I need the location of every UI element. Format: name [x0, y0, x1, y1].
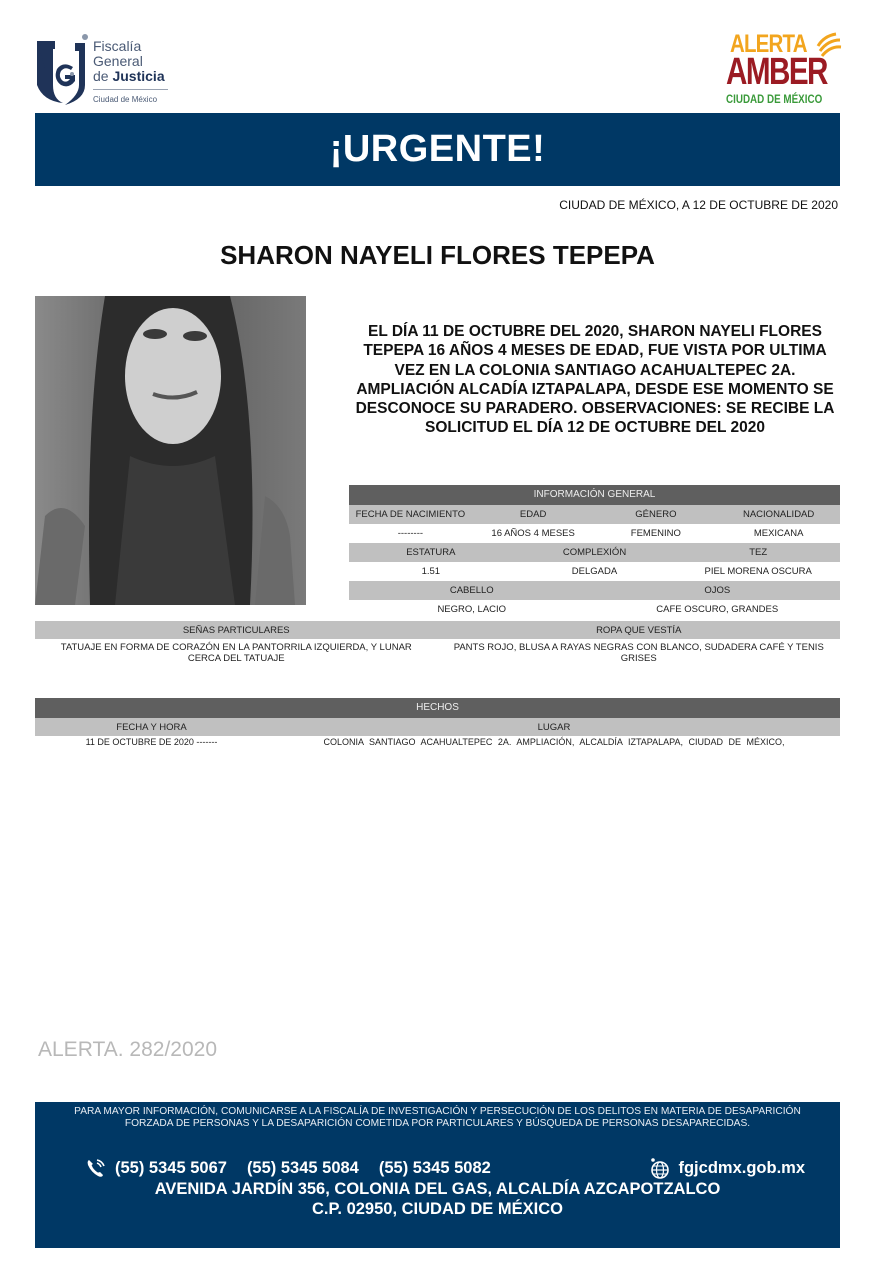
- senas-ropa-headers: [35, 621, 840, 639]
- senas-ropa-values: [35, 639, 840, 664]
- website-link[interactable]: fgjcdmx.gob.mx: [678, 1158, 805, 1177]
- header-complexion: COMPLEXIÓN: [562, 547, 627, 558]
- info-row2-values: [349, 562, 840, 581]
- address-line2: C.P. 02950, CIUDAD DE MÉXICO: [312, 1200, 563, 1218]
- hechos-values: [35, 736, 840, 748]
- amber-logo-amber: AMBER: [726, 51, 827, 93]
- header-fecha-hora: FECHA Y HORA: [116, 721, 187, 733]
- value-nacionalidad: MEXICANA: [753, 528, 804, 539]
- fgj-emblem-icon: [35, 33, 91, 107]
- fgj-line2: General: [93, 53, 143, 69]
- header-cabello: CABELLO: [449, 585, 494, 596]
- phone-number-2[interactable]: (55) 5345 5084: [246, 1158, 359, 1177]
- value-lugar: COLONIA SANTIAGO ACAHUALTEPEC 2A. AMPLIACIÓN, ALCALDÍA IZTAPALAPA, CIUDAD DE MÉXICO,: [323, 737, 785, 747]
- value-fecha-nacimiento: --------: [397, 528, 424, 539]
- value-genero: FEMENINO: [630, 528, 681, 539]
- info-general-title: INFORMACIÓN GENERAL: [349, 485, 840, 505]
- footer-info: [35, 1106, 840, 1130]
- footer-contacts: [85, 1157, 805, 1179]
- fgj-line3-prefix: de: [93, 68, 113, 84]
- alerta-amber-logo: [722, 28, 842, 110]
- phone-number-3[interactable]: (55) 5345 5082: [378, 1158, 491, 1177]
- footer-info-line2: FORZADA DE PERSONAS Y LA DESAPARICIÓN COMETIDA POR PARTICULARES Y BÚSQUEDA DE PERSONAS DESAPARECIDAS.: [124, 1118, 751, 1129]
- footer-info-line1: PARA MAYOR INFORMACIÓN, COMUNICARSE A LA FISCALÍA DE INVESTIGACIÓN Y PERSECUCIÓN DE LOS DELITOS EN MATERIA DE DESAPARICIÓN: [74, 1106, 801, 1117]
- header-senas-particulares: SEÑAS PARTICULARES: [182, 624, 290, 636]
- amber-logo-city: CIUDAD DE MÉXICO: [726, 92, 823, 106]
- value-cabello: NEGRO, LACIO: [437, 604, 507, 615]
- value-fecha-hora: 11 DE OCTUBRE DE 2020 -------: [85, 737, 218, 747]
- value-complexion: DELGADA: [571, 566, 618, 577]
- value-ropa-que-vestia: PANTS ROJO, BLUSA A RAYAS NEGRAS CON BLANCO, SUDADERA CAFÉ Y TENIS GRISES: [453, 642, 824, 664]
- header-lugar: LUGAR: [537, 721, 571, 733]
- hechos-headers: [35, 718, 840, 736]
- address-line1: AVENIDA JARDÍN 356, COLONIA DEL GAS, ALCALDÍA AZCAPOTZALCO: [154, 1180, 721, 1198]
- value-estatura: 1.51: [421, 566, 441, 577]
- header-estatura: ESTATURA: [406, 547, 456, 558]
- fgj-line3-bold: Justicia: [112, 68, 165, 84]
- info-general-table: [349, 485, 840, 619]
- fgj-subtitle: Ciudad de México: [93, 95, 158, 104]
- urgent-title: ¡URGENTE!: [329, 128, 546, 170]
- photo-illustration: [35, 296, 306, 605]
- header-nacionalidad: NACIONALIDAD: [742, 509, 815, 520]
- date-line: CIUDAD DE MÉXICO, A 12 DE OCTUBRE DE 2020: [559, 198, 838, 212]
- info-row1-headers: [349, 505, 840, 524]
- phone-number-1[interactable]: (55) 5345 5067: [115, 1158, 227, 1177]
- fgj-logo: [35, 33, 175, 108]
- person-name: SHARON NAYELI FLORES TEPEPA: [220, 240, 655, 270]
- missing-person-photo: [35, 296, 306, 605]
- value-edad: 16 AÑOS 4 MESES: [491, 528, 575, 539]
- senas-ropa-table: [35, 621, 840, 664]
- contact-footer: [35, 1102, 840, 1248]
- value-ojos: CAFE OSCURO, GRANDES: [656, 604, 779, 615]
- fgj-line1: Fiscalía: [93, 38, 142, 54]
- fgj-line3: [93, 69, 165, 84]
- hechos-table: [35, 698, 840, 748]
- value-senas-particulares: TATUAJE EN FORMA DE CORAZÓN EN LA PANTORRILA IZQUIERDA, Y LUNAR CERCA DEL TATUAJE: [60, 642, 412, 664]
- info-row1-values: [349, 524, 840, 543]
- header-tez: TEZ: [749, 547, 768, 558]
- header-edad: EDAD: [519, 509, 547, 520]
- info-row2-headers: [349, 543, 840, 562]
- header-fecha-nacimiento: FECHA DE NACIMIENTO: [355, 509, 466, 520]
- amber-logo-alerta: ALERTA: [730, 30, 807, 58]
- urgent-banner: [35, 113, 840, 186]
- hechos-title: HECHOS: [35, 698, 840, 718]
- alert-number: ALERTA. 282/2020: [38, 1038, 218, 1061]
- header-ropa-que-vestia: ROPA QUE VESTÍA: [596, 624, 682, 636]
- info-row3-values: [349, 600, 840, 619]
- header-genero: GÉNERO: [635, 509, 677, 520]
- case-description: EL DÍA 11 DE OCTUBRE DEL 2020, SHARON NAYELI FLORES TEPEPA 16 AÑOS 4 MESES DE EDAD, FUE VISTA POR ULTIMA VEZ EN LA COLONIA SANTIAGO ACAHUALTEPEC 2A. AMPLIACIÓN ALCADÍA IZTAPALAPA, DESDE ESE MOMENTO SE DESCONOCE SU PARADERO. OBSERVACIONES: SE RECIBE LA SOLICITUD EL DÍA 12 DE OCTUBRE DEL 2020: [355, 323, 835, 437]
- phone-icon: [85, 1157, 107, 1179]
- fgj-logo-text: [93, 39, 165, 84]
- value-tez: PIEL MORENA OSCURA: [704, 566, 812, 577]
- footer-address: [35, 1179, 840, 1219]
- globe-icon: [648, 1157, 670, 1179]
- info-row3-headers: [349, 581, 840, 600]
- header-ojos: OJOS: [704, 585, 731, 596]
- fgj-divider: [93, 89, 168, 90]
